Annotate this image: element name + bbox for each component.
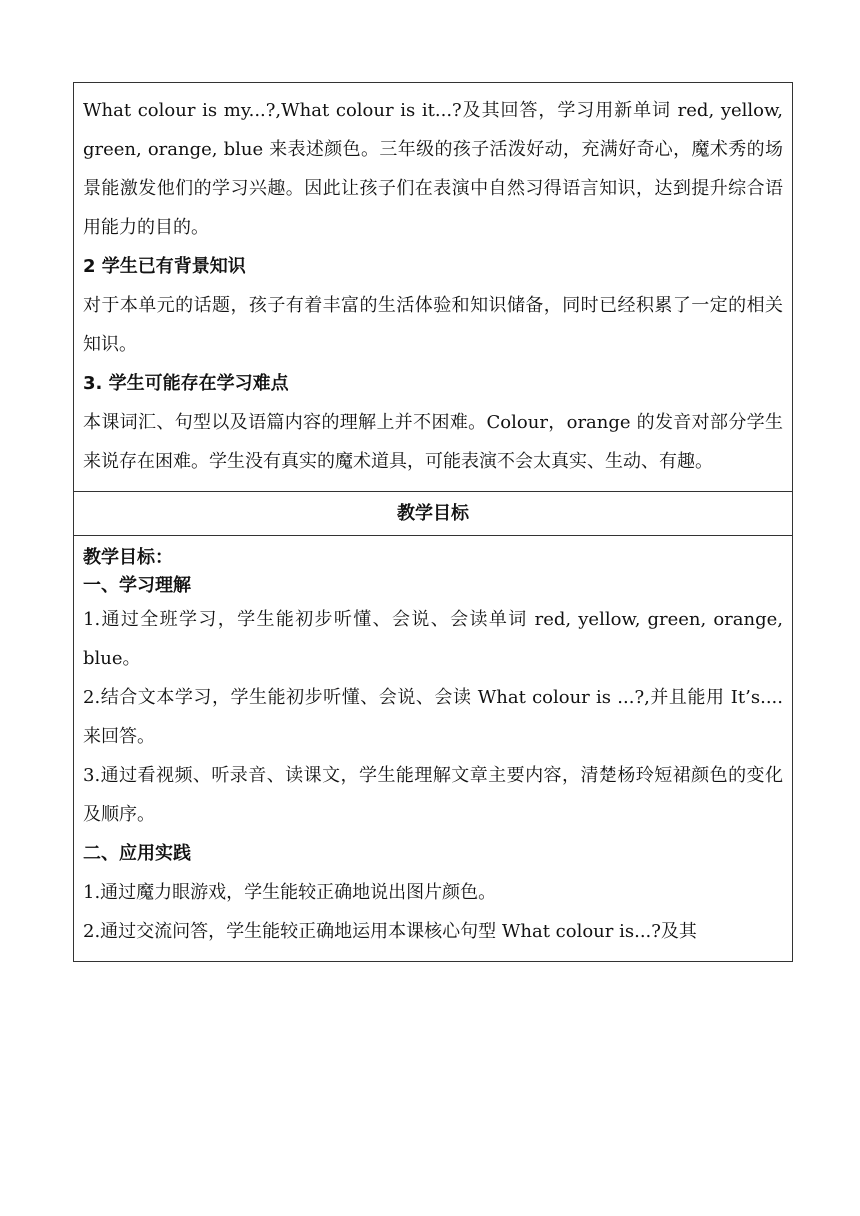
analysis-cell [74,83,792,491]
heading-background-knowledge: 2 学生已有背景知识 [83,256,246,277]
document-table [73,82,793,962]
paragraph-intro: What colour is my...?,What colour is it...?及其回答，学习用新单词 red, yellow, green, orange, blue 来表述颜色。三年级的孩子活泼好动，充满好奇心，魔术秀的场景能激发他们的学习兴趣。因此让孩子们在表演中自然习得语言知识，达到提升综合语用能力的目的。 [83,100,783,238]
objective-item-4: 1.通过魔力眼游戏，学生能较正确地说出图片颜色。 [83,882,497,903]
heading-understanding: 一、学习理解 [83,575,191,596]
objectives-label: 教学目标： [83,547,173,568]
paragraph-background-knowledge: 对于本单元的话题，孩子有着丰富的生活体验和知识储备，同时已经积累了一定的相关知识。 [83,295,783,355]
heading-learning-difficulties: 3. 学生可能存在学习难点 [83,373,289,394]
paragraph-learning-difficulties: 本课词汇、句型以及语篇内容的理解上并不困难。Colour，orange 的发音对部分学生来说存在困难。学生没有真实的魔术道具，可能表演不会太真实、生动、有趣。 [83,412,783,472]
heading-application: 二、应用实践 [83,843,191,864]
objective-item-5: 2.通过交流问答，学生能较正确地运用本课核心句型 What colour is...?及其 [83,921,697,942]
section-title: 教学目标 [397,503,469,524]
section-title-cell [74,491,792,535]
objective-item-1: 1.通过全班学习，学生能初步听懂、会说、会读单词 red, yellow, green, orange, blue。 [83,609,783,669]
objectives-cell [74,535,792,961]
objective-item-3: 3.通过看视频、听录音、读课文，学生能理解文章主要内容，清楚杨玲短裙颜色的变化及顺序。 [83,765,783,825]
objective-item-2: 2.结合文本学习，学生能初步听懂、会说、会读 What colour is ...?,并且能用 It’s....来回答。 [83,687,783,747]
